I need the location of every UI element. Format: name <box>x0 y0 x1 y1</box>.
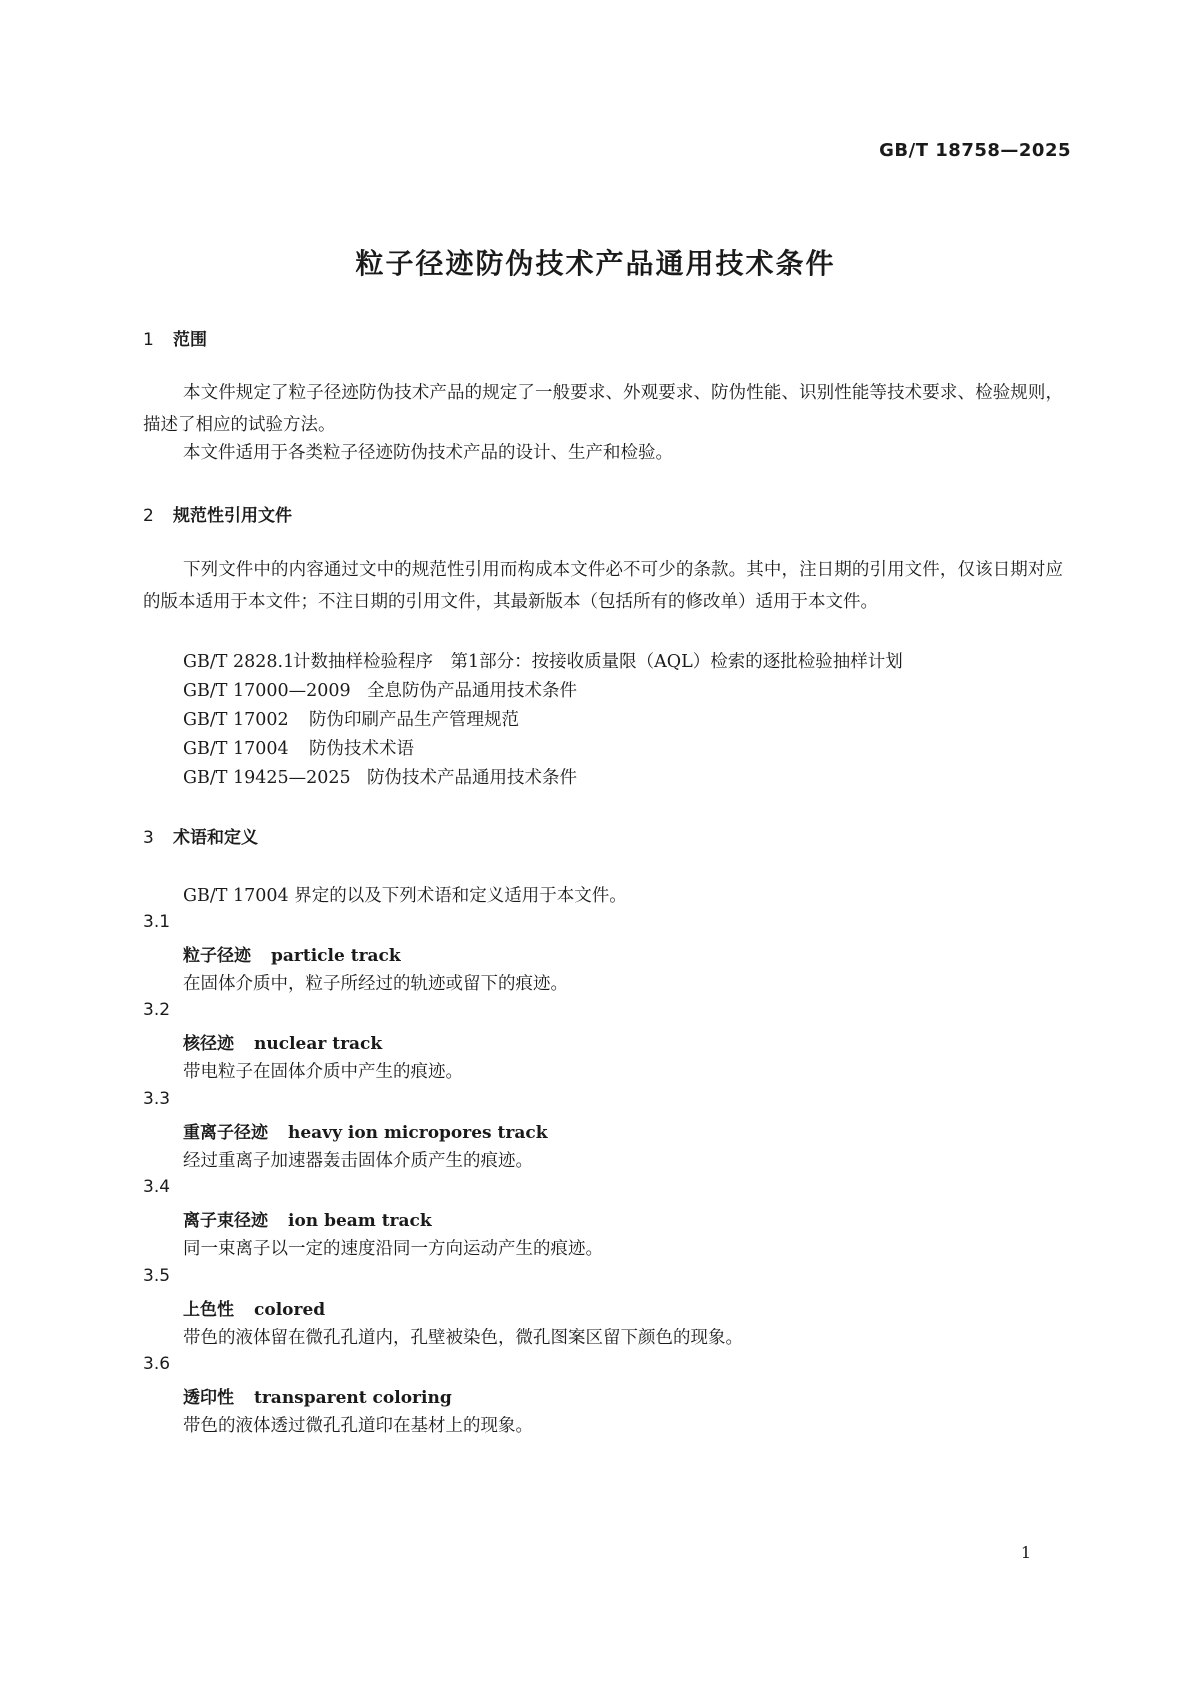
term-heading <box>183 1295 325 1320</box>
term-zh: 重离子径迹 <box>183 1123 268 1143</box>
term-definition: 带电粒子在固体介质中产生的痕迹。 <box>183 1062 463 1082</box>
standard-code: GB/T 18758—2025 <box>879 140 1071 161</box>
section-number: 2 <box>143 506 154 526</box>
reference-title: 全息防伪产品通用技术条件 <box>367 681 577 701</box>
term-number: 3.4 <box>143 1177 171 1197</box>
term-number: 3.1 <box>143 912 171 932</box>
term-number: 3.3 <box>143 1089 171 1109</box>
term-zh: 粒子径迹 <box>183 946 251 966</box>
term-heading <box>183 1118 547 1143</box>
term-heading <box>183 941 401 966</box>
term-en: colored <box>254 1300 326 1320</box>
reference-item <box>183 677 577 702</box>
term-number: 3.5 <box>143 1266 171 1286</box>
term-en: nuclear track <box>254 1034 383 1054</box>
scope-paragraph-1: 本文件规定了粒子径迹防伪技术产品的规定了一般要求、外观要求、防伪性能、识别性能等技术要求、检验规则，描述了相应的试验方法。 <box>143 383 1063 435</box>
references-paragraph: 下列文件中的内容通过文中的规范性引用而构成本文件必不可少的条款。其中，注日期的引用文件，仅该日期对应的版本适用于本文件；不注日期的引用文件，其最新版本（包括所有的修改单）适用于本文件。 <box>143 560 1063 612</box>
section-3-heading <box>143 823 258 848</box>
section-title: 范围 <box>173 330 207 350</box>
term-definition: 同一束离子以一定的速度沿同一方向运动产生的痕迹。 <box>183 1239 603 1259</box>
term-en: particle track <box>271 946 401 966</box>
term-en: ion beam track <box>288 1211 432 1231</box>
term-zh: 透印性 <box>183 1388 234 1408</box>
term-en: transparent coloring <box>254 1388 452 1408</box>
reference-code: GB/T 19425—2025 <box>183 768 351 788</box>
reference-code: GB/T 2828.1 <box>183 652 295 672</box>
reference-title: 防伪印刷产品生产管理规范 <box>309 710 519 730</box>
reference-item <box>183 764 577 789</box>
term-definition: 带色的液体留在微孔孔道内，孔壁被染色，微孔图案区留下颜色的现象。 <box>183 1328 743 1348</box>
reference-title: 防伪技术产品通用技术条件 <box>367 768 577 788</box>
reference-item <box>183 706 519 731</box>
document-title: 粒子径迹防伪技术产品通用技术条件 <box>355 247 836 280</box>
term-number: 3.6 <box>143 1354 171 1374</box>
section-number: 1 <box>143 330 154 350</box>
term-number: 3.2 <box>143 1000 171 1020</box>
reference-code: GB/T 17004 <box>183 739 289 759</box>
terms-intro: GB/T 17004 界定的以及下列术语和定义适用于本文件。 <box>183 886 627 906</box>
scope-paragraph-2: 本文件适用于各类粒子径迹防伪技术产品的设计、生产和检验。 <box>183 443 673 463</box>
term-heading <box>183 1383 452 1408</box>
reference-title: 计数抽样检验程序 第1部分：按接收质量限（AQL）检索的逐批检验抽样计划 <box>293 652 903 672</box>
section-title: 术语和定义 <box>173 828 258 848</box>
term-zh: 离子束径迹 <box>183 1211 268 1231</box>
term-en: heavy ion micropores track <box>288 1123 548 1143</box>
term-zh: 上色性 <box>183 1300 234 1320</box>
reference-title: 防伪技术术语 <box>309 739 414 759</box>
term-heading <box>183 1206 432 1231</box>
section-number: 3 <box>143 828 154 848</box>
term-definition: 带色的液体透过微孔孔道印在基材上的现象。 <box>183 1416 533 1436</box>
page-number: 1 <box>1020 1543 1031 1562</box>
reference-code: GB/T 17000—2009 <box>183 681 351 701</box>
term-zh: 核径迹 <box>183 1034 234 1054</box>
reference-item <box>183 735 414 760</box>
reference-item <box>183 648 903 673</box>
term-definition: 经过重离子加速器轰击固体介质产生的痕迹。 <box>183 1151 533 1171</box>
term-heading <box>183 1029 382 1054</box>
section-title: 规范性引用文件 <box>173 506 292 526</box>
term-definition: 在固体介质中，粒子所经过的轨迹或留下的痕迹。 <box>183 974 568 994</box>
section-1-heading <box>143 325 207 350</box>
reference-code: GB/T 17002 <box>183 710 289 730</box>
section-2-heading <box>143 501 292 526</box>
